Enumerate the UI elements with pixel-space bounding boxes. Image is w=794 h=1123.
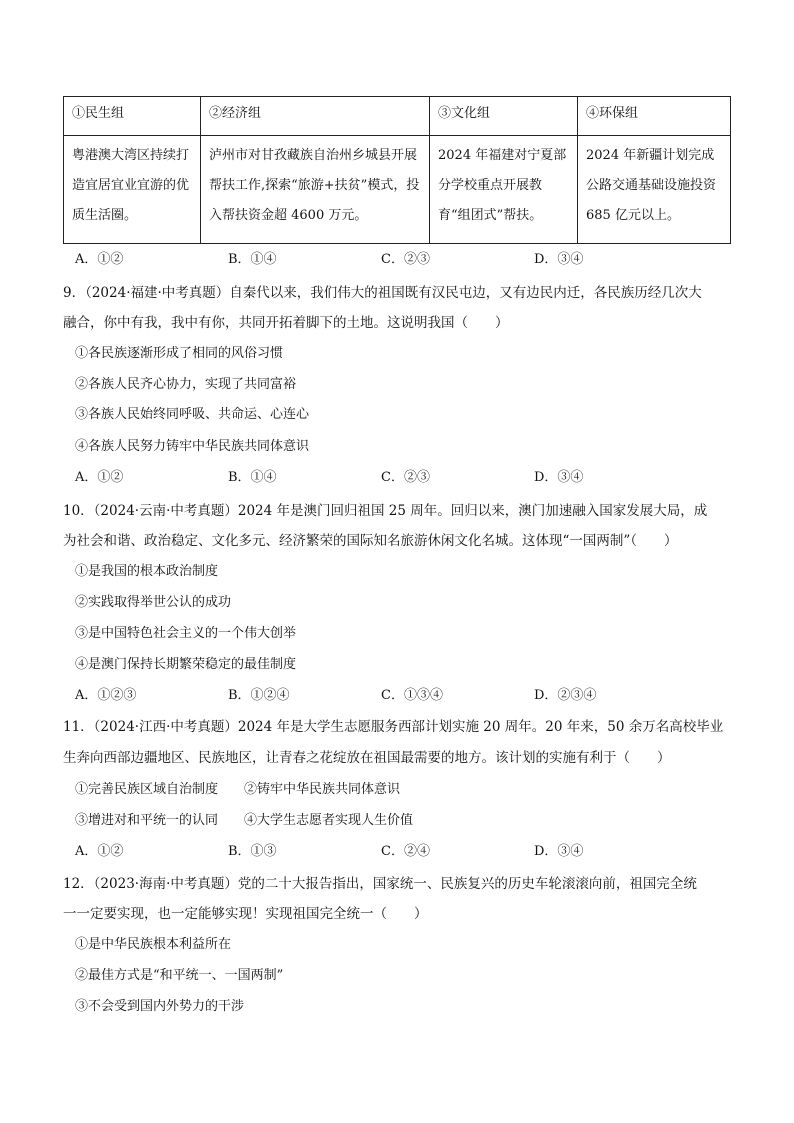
table-row [64, 136, 731, 244]
statement-3: ③不会受到国内外势力的干涉 [75, 999, 245, 1014]
question-10-line-2: 为社会和谐、政治稳定、文化多元、经济繁荣的国际知名旅游休闲文化名城。这体现“一国两制”（ ） [63, 533, 678, 549]
question-10-line-1: 10．（2024·云南·中考真题）2024 年是澳门回归祖国 25 周年。回归以来，澳门加速融入国家发展大局，成 [63, 503, 708, 519]
option-d: D．③④ [534, 470, 584, 485]
q8-options [75, 250, 735, 270]
statement-3: ③是中国特色社会主义的一个伟大创举 [75, 626, 297, 641]
statement-1: ①是中华民族根本利益所在 [75, 937, 232, 952]
statement-1-2: ①完善民族区域自治制度 ②铸牢中华民族共同体意识 [75, 782, 401, 797]
option-b: B．①③ [228, 844, 277, 859]
q9-options [75, 468, 735, 488]
table-header-cell: ①民生组 [64, 97, 201, 136]
statement-3-4: ③增进对和平统一的认同 ④大学生志愿者实现人生价值 [75, 813, 414, 828]
option-b: B．①④ [228, 252, 277, 267]
table-cell: 2024 年福建对宁夏部分学校重点开展教育“组团式”帮扶。 [430, 136, 578, 244]
statement-4: ④是澳门保持长期繁荣稳定的最佳制度 [75, 657, 297, 672]
q10-options [75, 686, 735, 706]
option-c: C．①③④ [381, 688, 443, 703]
option-a: A．①② [75, 470, 124, 485]
table-cell: 泸州市对甘孜藏族自治州乡城县开展帮扶工作,探索“旅游+扶贫”模式，投入帮扶资金超 4600 万元。 [201, 136, 430, 244]
table-cell: 2024 年新疆计划完成公路交通基础设施投资 685 亿元以上。 [578, 136, 731, 244]
statement-1: ①各民族逐渐形成了相同的风俗习惯 [75, 346, 284, 361]
statement-2: ②实践取得举世公认的成功 [75, 595, 232, 610]
statement-2: ②最佳方式是“和平统一、一国两制” [75, 968, 284, 983]
option-c: C．②③ [381, 252, 430, 267]
question-11-line-2: 生奔向西部边疆地区、民族地区，让青春之花绽放在祖国最需要的地方。该计划的实施有利于（ ） [63, 750, 671, 766]
question-12-line-2: 一一定要实现，也一定能够实现！实现祖国完全统一（ ） [63, 906, 428, 922]
option-d: D．②③④ [534, 688, 597, 703]
q11-options [75, 842, 735, 862]
option-b: B．①④ [228, 470, 277, 485]
statement-2: ②各族人民齐心协力，实现了共同富裕 [75, 377, 297, 392]
table-cell: 粤港澳大湾区持续打造宜居宜业宜游的优质生活圈。 [64, 136, 201, 244]
option-a: A．①② [75, 844, 124, 859]
option-a: A．①②③ [75, 688, 137, 703]
statement-4: ④各族人民努力铸牢中华民族共同体意识 [75, 439, 310, 454]
table-header-row [64, 97, 731, 136]
table-header-cell: ②经济组 [201, 97, 430, 136]
option-a: A．①② [75, 252, 124, 267]
question-9-line-1: 9．（2024·福建·中考真题）自秦代以来，我们伟大的祖国既有汉民屯边，又有边民内迁，各民族历经几次大 [63, 285, 702, 301]
table-header-cell: ④环保组 [578, 97, 731, 136]
option-c: C．②④ [381, 844, 430, 859]
option-d: D．③④ [534, 844, 584, 859]
groups-table [63, 96, 731, 244]
option-b: B．①②④ [228, 688, 290, 703]
option-d: D．③④ [534, 252, 584, 267]
question-11-line-1: 11．（2024·江西·中考真题）2024 年是大学生志愿服务西部计划实施 20 周年。20 年来，50 余万名高校毕业 [63, 719, 724, 735]
question-9-line-2: 融合，你中有我，我中有你，共同开拓着脚下的土地。这说明我国（ ） [63, 315, 509, 331]
table-header-cell: ③文化组 [430, 97, 578, 136]
question-12-line-1: 12．（2023·海南·中考真题）党的二十大报告指出，国家统一、民族复兴的历史车轮滚滚向前，祖国完全统 [63, 876, 697, 892]
statement-1: ①是我国的根本政治制度 [75, 564, 219, 579]
option-c: C．②③ [381, 470, 430, 485]
statement-3: ③各族人民始终同呼吸、共命运、心连心 [75, 407, 310, 422]
